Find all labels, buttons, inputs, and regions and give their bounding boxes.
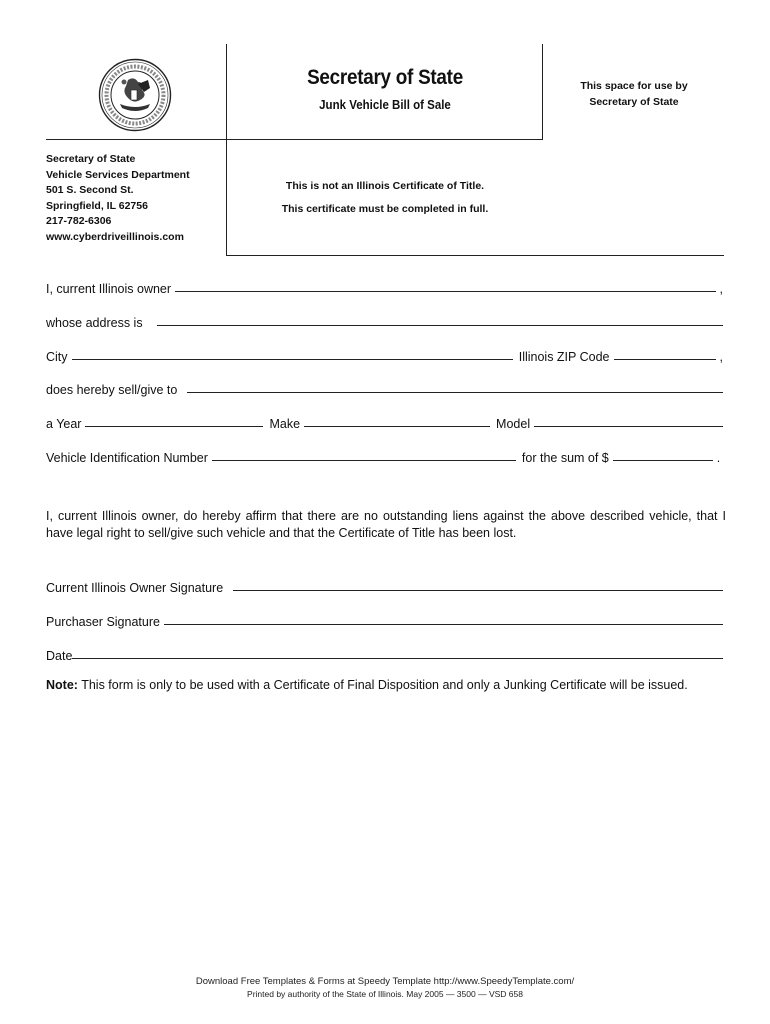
note-text: This form is only to be used with a Certificate of Final Disposition and only a Junking Certificate will be issued. — [81, 678, 688, 692]
buyer-field[interactable] — [187, 392, 723, 393]
sell-label: does hereby sell/give to — [46, 383, 178, 397]
notice-complete-in-full: This certificate must be completed in full. — [281, 203, 489, 215]
print-authority-footer: Printed by authority of the State of Illinois. May 2005 — 3500 — VSD 658 — [247, 989, 523, 999]
owner-name-field[interactable] — [175, 291, 715, 292]
header-rule-bottom — [226, 255, 724, 256]
address-website: www.cyberdriveillinois.com — [46, 230, 184, 243]
purchaser-signature-label: Purchaser Signature — [46, 615, 160, 629]
make-label: Make — [269, 417, 301, 431]
city-field[interactable] — [72, 359, 513, 360]
page-subtitle: Junk Vehicle Bill of Sale — [319, 98, 451, 112]
city-label: City — [46, 350, 68, 364]
download-footer-link[interactable]: Download Free Templates & Forms at Speedy Template http://www.SpeedyTemplate.com/ — [195, 976, 575, 987]
office-address — [46, 152, 190, 245]
header-divider-left — [226, 44, 227, 256]
year-label: a Year — [46, 417, 82, 431]
address-line: Secretary of State — [46, 153, 136, 165]
owner-address-field[interactable] — [157, 325, 723, 326]
affirmation-text: I, current Illinois owner, do hereby affirm that there are no outstanding liens against the above described vehicle, that I have legal right to sell/give such vehicle and that the Certificate of Title has been lost. — [46, 509, 726, 540]
year-field[interactable] — [85, 426, 263, 427]
date-label: Date — [46, 649, 73, 663]
note-label: Note: — [46, 678, 78, 692]
vin-field[interactable] — [212, 460, 516, 461]
zip-field[interactable] — [614, 359, 716, 360]
model-field[interactable] — [534, 426, 723, 427]
address-label: whose address is — [46, 316, 143, 330]
period: . — [716, 451, 721, 465]
header-rule-middle — [46, 139, 543, 140]
owner-signature-field[interactable] — [233, 590, 723, 591]
sum-label: for the sum of $ — [521, 451, 609, 465]
address-phone: 217-782-6306 — [46, 215, 112, 227]
notice-not-title: This is not an Illinois Certificate of Title. — [285, 180, 485, 192]
comma: , — [719, 350, 723, 364]
vehicle-row — [46, 411, 723, 431]
header-divider-right — [542, 44, 543, 140]
address-row — [46, 310, 723, 330]
zip-label: Illinois ZIP Code — [518, 350, 610, 364]
office-use-line2: Secretary of State — [589, 96, 679, 108]
owner-signature-row — [46, 575, 723, 595]
owner-row — [46, 276, 723, 296]
office-use-line1: This space for use by — [580, 80, 688, 92]
date-field[interactable] — [72, 658, 723, 659]
vin-label: Vehicle Identification Number — [46, 451, 208, 465]
purchaser-signature-row — [46, 609, 723, 629]
office-use-box — [544, 78, 724, 110]
model-label: Model — [496, 417, 531, 431]
purchaser-signature-field[interactable] — [164, 624, 723, 625]
address-line: Vehicle Services Department — [46, 168, 190, 181]
comma: , — [719, 282, 723, 296]
address-line: Springfield, IL 62756 — [46, 199, 148, 212]
vin-row — [46, 445, 723, 465]
owner-label: I, current Illinois owner — [46, 282, 172, 296]
page-title: Secretary of State — [307, 66, 463, 89]
buyer-row — [46, 377, 723, 397]
sum-field[interactable] — [613, 460, 713, 461]
address-line: 501 S. Second St. — [46, 184, 134, 196]
make-field[interactable] — [304, 426, 490, 427]
owner-signature-label: Current Illinois Owner Signature — [46, 581, 224, 595]
illinois-seal-icon — [98, 58, 172, 132]
note — [46, 678, 726, 692]
city-row — [46, 344, 723, 364]
date-row — [46, 643, 723, 663]
